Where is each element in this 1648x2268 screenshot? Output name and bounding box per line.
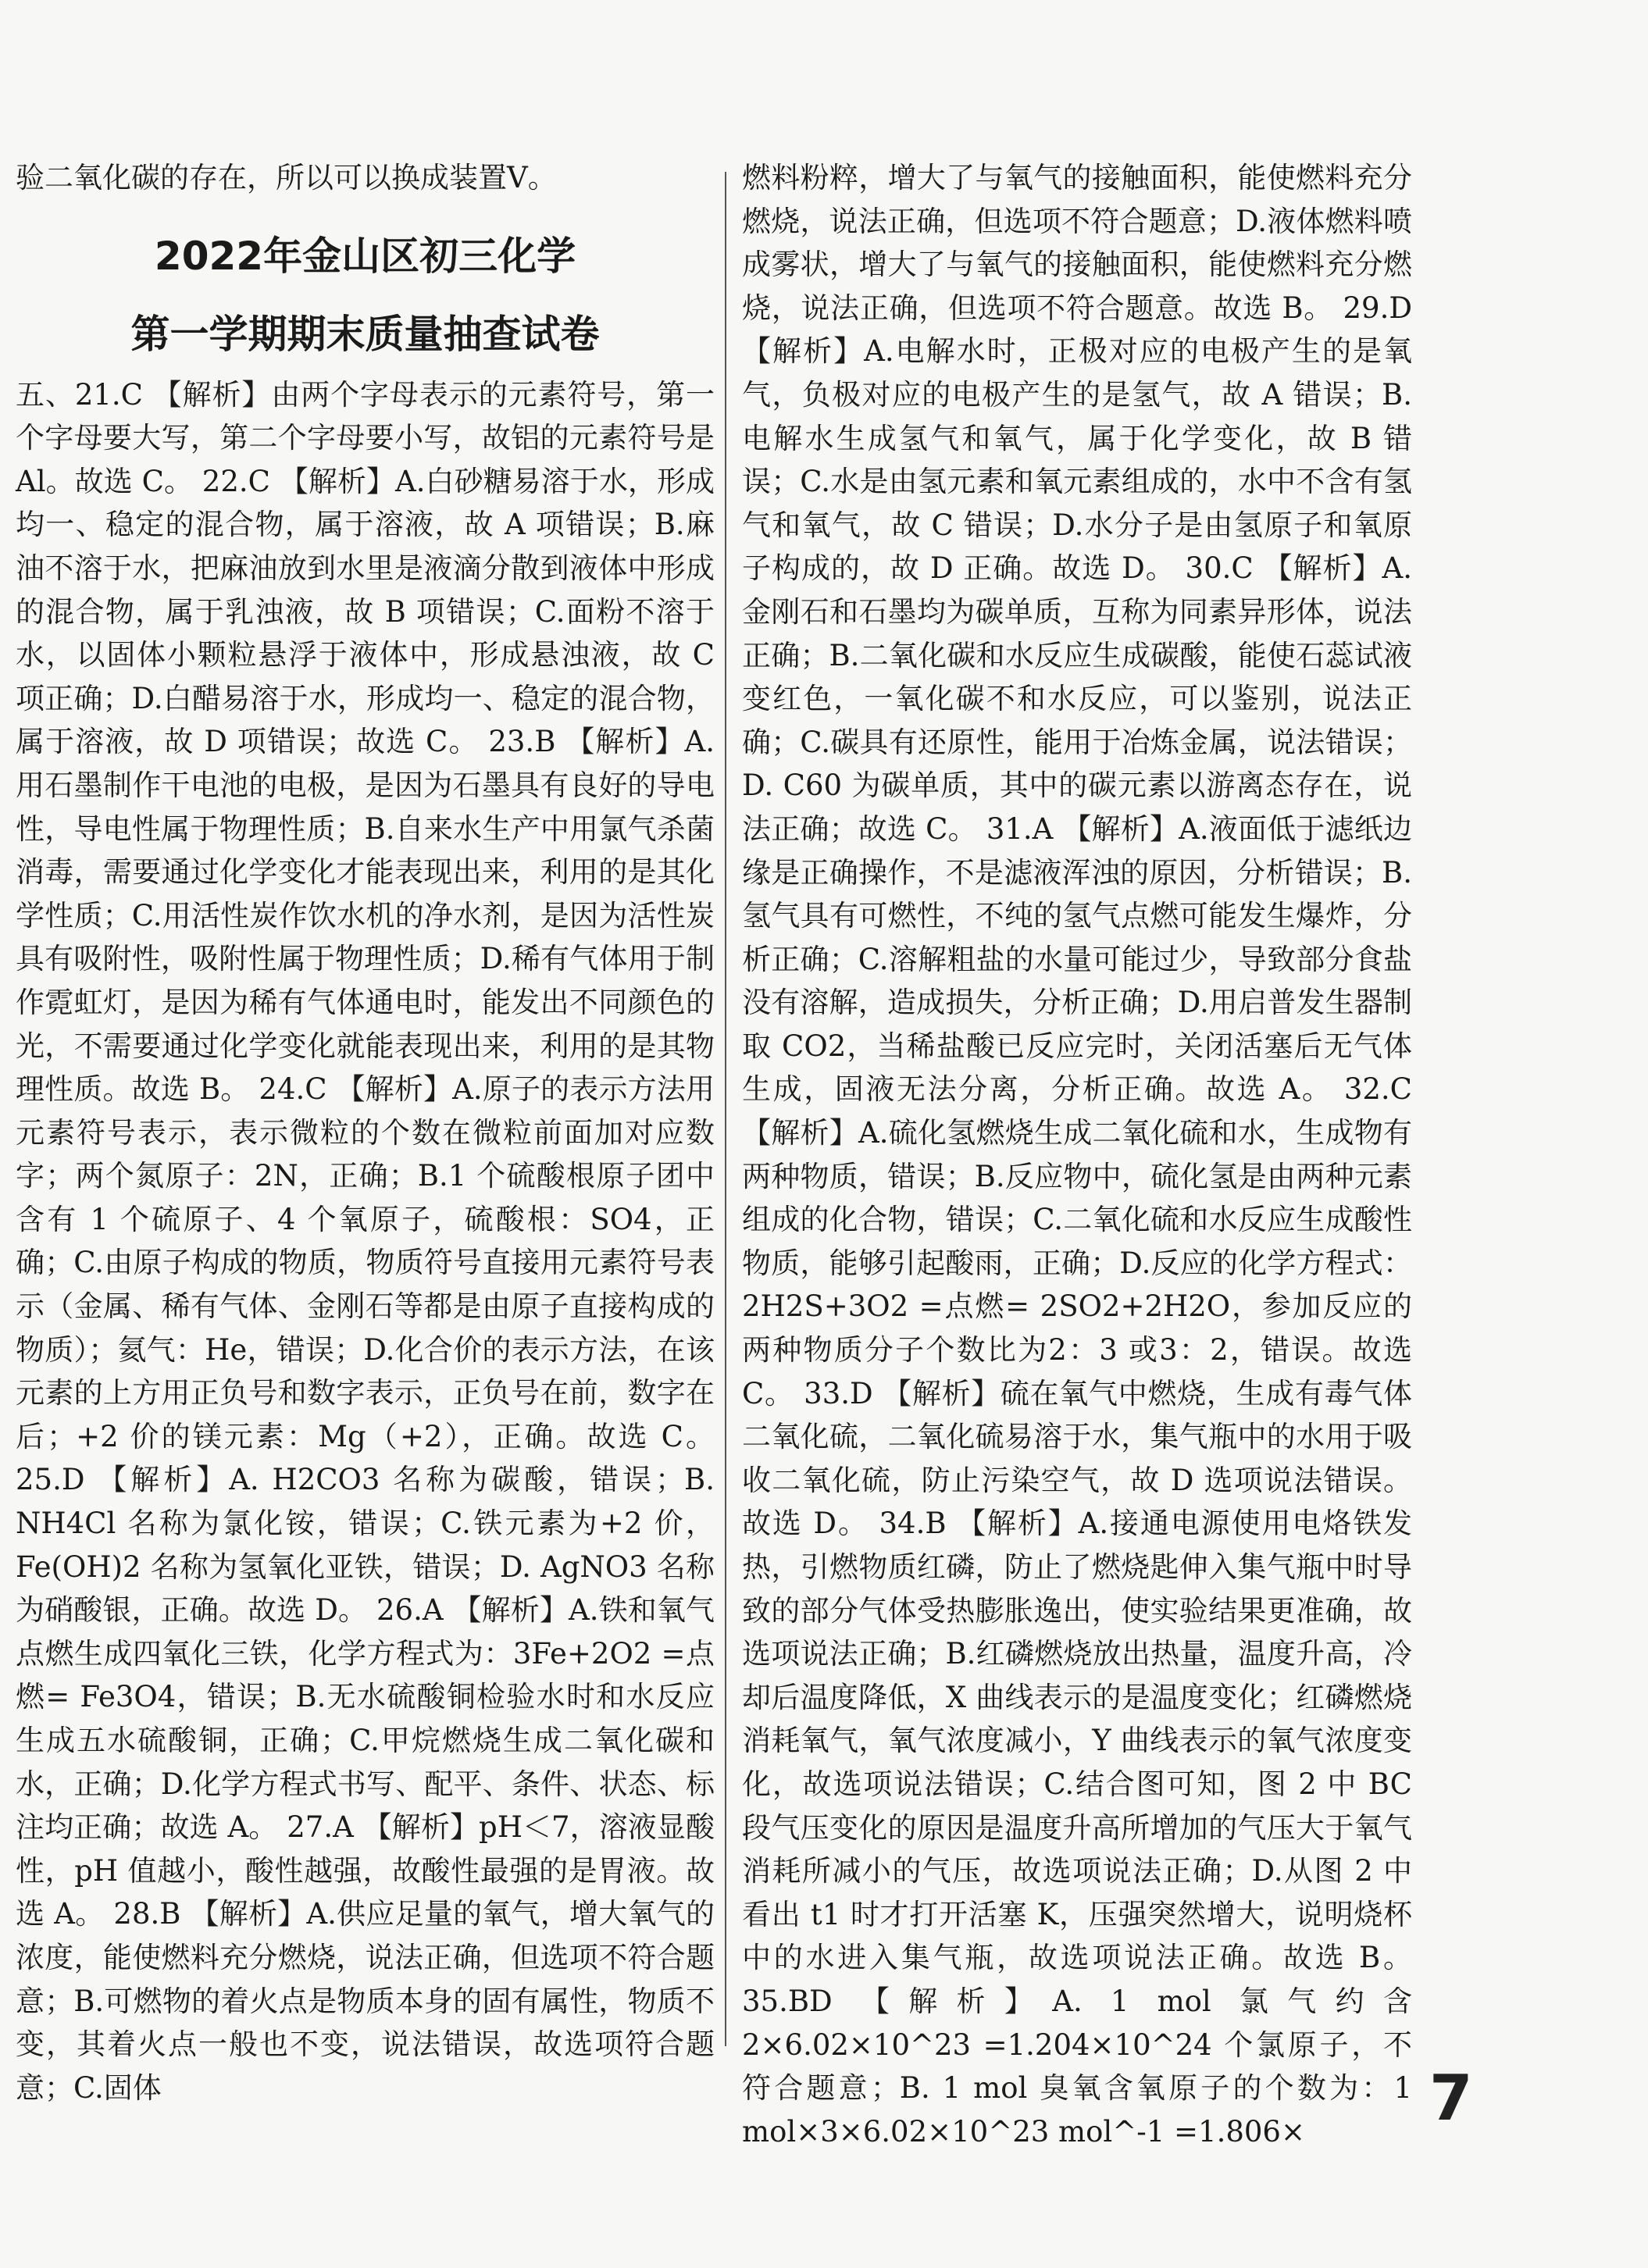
left-column	[16, 156, 715, 2109]
exam-title-line-1: 2022年金山区初三化学	[154, 233, 576, 279]
exam-title-line-2: 第一学期期末质量抽查试卷	[130, 311, 600, 357]
intro-text: 验二氧化碳的存在，所以可以换成装置Ⅴ。	[16, 161, 557, 194]
right-column	[742, 156, 1412, 2153]
left-column-body: 五、21.C 【解析】由两个字母表示的元素符号，第一个字母要大写，第二个字母要小写，故铝的元素符号是 Al。故选 C。 22.C 【解析】A.白砂糖易溶于水，形成均一、稳定的混合物，属于溶液，故 A 项错误；B.麻油不溶于水，把麻油放到水里是液滴分散到液体中形成的混合物，属于乳浊液，故 B 项错误；C.面粉不溶于水，以固体小颗粒悬浮于液体中，形成悬浊液，故 C 项正确；D.白醋易溶于水，形成均一、稳定的混合物，属于溶液，故 D 项错误；故选 C。 23.B 【解析】A.用石墨制作干电池的电极，是因为石墨具有良好的导电性，导电性属于物理性质；B.自来水生产中用氯气杀菌消毒，需要通过化学变化才能表现出来，利用的是其化学性质；C.用活性炭作饮水机的净水剂，是因为活性炭具有吸附性，吸附性属于物理性质；D.稀有气体用于制作霓虹灯，是因为稀有气体通电时，能发出不同颜色的光，不需要通过化学变化就能表现出来，利用的是其物理性质。故选 B。 24.C 【解析】A.原子的表示方法用元素符号表示，表示微粒的个数在微粒前面加对应数字；两个氮原子：2N，正确；B.1 个硫酸根原子团中含有 1 个硫原子、4 个氧原子，硫酸根：SO4，正确；C.由原子构成的物质，物质符号直接用元素符号表示（金属、稀有气体、金刚石等都是由原子直接构成的物质）；氦气：He，错误；D.化合价的表示方法，在该元素的上方用正负号和数字表示，正负号在前，数字在后；+2 价的镁元素：Mg（+2），正确。故选 C。 25.D 【解析】A. H2CO3 名称为碳酸，错误；B. NH4Cl 名称为氯化铵，错误；C.铁元素为+2 价，Fe(OH)2 名称为氢氧化亚铁，错误；D. AgNO3 名称为硝酸银，正确。故选 D。 26.A 【解析】A.铁和氧气点燃生成四氧化三铁，化学方程式为：3Fe+2O2 =点燃= Fe3O4，错误；B.无水硫酸铜检验水时和水反应生成五水硫酸铜，正确；C.甲烷燃烧生成二氧化碳和水，正确；D.化学方程式书写、配平、条件、状态、标注均正确；故选 A。 27.A 【解析】pH＜7，溶液显酸性，pH 值越小，酸性越强，故酸性最强的是胃液。故选 A。 28.B 【解析】A.供应足量的氧气，增大氧气的浓度，能使燃料充分燃烧，说法正确，但选项不符合题意；B.可燃物的着火点是物质本身的固有属性，物质不变，其着火点一般也不变，说法错误，故选项符合题意；C.固体	[16, 377, 715, 2105]
page-number: 7	[1429, 2062, 1473, 2134]
column-divider	[725, 172, 726, 2046]
right-column-body: 燃料粉粹，增大了与氧气的接触面积，能使燃料充分燃烧，说法正确，但选项不符合题意；D.液体燃料喷成雾状，增大了与氧气的接触面积，能使燃料充分燃烧，说法正确，但选项不符合题意。故选 B。 29.D 【解析】A.电解水时，正极对应的电极产生的是氧气，负极对应的电极产生的是氢气，故 A 错误；B.电解水生成氢气和氧气，属于化学变化，故 B 错误；C.水是由氢元素和氧元素组成的，水中不含有氢气和氧气，故 C 错误；D.水分子是由氢原子和氧原子构成的，故 D 正确。故选 D。 30.C 【解析】A.金刚石和石墨均为碳单质，互称为同素异形体，说法正确；B.二氧化碳和水反应生成碳酸，能使石蕊试液变红色，一氧化碳不和水反应，可以鉴别，说法正确；C.碳具有还原性，能用于冶炼金属，说法错误；D. C60 为碳单质，其中的碳元素以游离态存在，说法正确；故选 C。 31.A 【解析】A.液面低于滤纸边缘是正确操作，不是滤液浑浊的原因，分析错误；B.氢气具有可燃性，不纯的氢气点燃可能发生爆炸，分析正确；C.溶解粗盐的水量可能过少，导致部分食盐没有溶解，造成损失，分析正确；D.用启普发生器制取 CO2，当稀盐酸已反应完时，关闭活塞后无气体生成，固液无法分离，分析正确。故选 A。 32.C 【解析】A.硫化氢燃烧生成二氧化硫和水，生成物有两种物质，错误；B.反应物中，硫化氢是由两种元素组成的化合物，错误；C.二氧化硫和水反应生成酸性物质，能够引起酸雨，正确；D.反应的化学方程式：2H2S+3O2 =点燃= 2SO2+2H2O，参加反应的两种物质分子个数比为2：3 或3：2，错误。故选 C。 33.D 【解析】硫在氧气中燃烧，生成有毒气体二氧化硫，二氧化硫易溶于水，集气瓶中的水用于吸收二氧化硫，防止污染空气，故 D 选项说法错误。故选 D。 34.B 【解析】A.接通电源使用电烙铁发热，引燃物质红磷，防止了燃烧匙伸入集气瓶中时导致的部分气体受热膨胀逸出，使实验结果更准确，故选项说法正确；B.红磷燃烧放出热量，温度升高，冷却后温度降低，X 曲线表示的是温度变化；红磷燃烧消耗氧气，氧气浓度减小，Y 曲线表示的氧气浓度变化，故选项说法错误；C.结合图可知，图 2 中 BC 段气压变化的原因是温度升高所增加的气压大于氧气消耗所减小的气压，故选项说法正确；D.从图 2 中看出 t1 时才打开活塞 K，压强突然增大，说明烧杯中的水进入集气瓶，故选项说法正确。故选 B。 35.BD 【解析】A. 1 mol 氯气约含 2×6.02×10^23 =1.204×10^24 个氯原子，不符合题意；B. 1 mol 臭氧含氧原子的个数为：1 mol×3×6.02×10^23 mol^-1 =1.806×	[742, 161, 1412, 2149]
